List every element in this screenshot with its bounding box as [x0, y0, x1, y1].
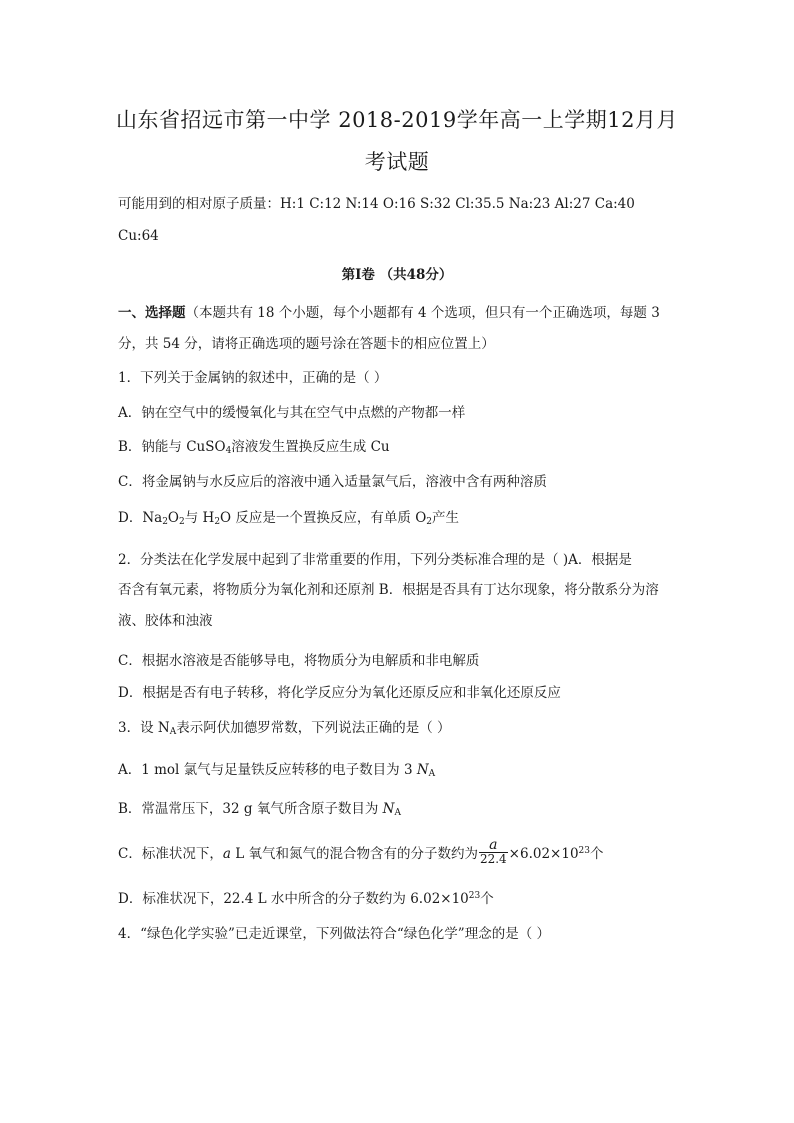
q3-c-text-2: L 氧气和氮气的混合物含有的分子数约为 [230, 846, 478, 862]
q1-b-text-2: 溶液发生置换反应生成 Cu [231, 439, 390, 455]
question-3-option-d [118, 889, 494, 909]
q3-d-exponent: 23 [468, 891, 481, 901]
question-2-option-d: D．根据是否有电子转移，将化学反应分为氧化还原反应和非氧化还原反应 [118, 685, 561, 701]
q3-c-text: C．标准状况下， [118, 846, 223, 862]
q3-d-text: D．标准状况下，22.4 L 水中所含的分子数约为 6.02×10 [118, 891, 469, 907]
q1-d-text-5: 产生 [432, 510, 459, 526]
q3-c-text-3: 个 [590, 846, 604, 862]
question-3-stem [118, 718, 451, 738]
q3-stem-text-2: 表示阿伏加德罗常数，下列说法正确的是（ ） [176, 720, 451, 736]
q1-b-text: B．钠能与 CuSO [118, 439, 226, 455]
question-1-stem: 1．下列关于金属钠的叙述中，正确的是（ ） [118, 370, 388, 386]
q1-d-text-1: D．Na [118, 510, 163, 526]
q1-d-text-3: 与 H [184, 510, 215, 526]
q1-d-sub-2: 2 [179, 517, 185, 527]
q3-stem-sub: A [169, 727, 177, 737]
fraction-numerator: a [479, 839, 508, 853]
q3-c-fraction [479, 839, 508, 866]
exam-title-line2: 考试题 [364, 150, 430, 174]
question-1-option-c: C．将金属钠与水反应后的溶液中通入适量氯气后，溶液中含有两种溶质 [118, 474, 547, 490]
q1-d-sub-3: 2 [214, 517, 221, 527]
q3-a-sub: A [428, 769, 436, 779]
q3-b-text: B．常温常压下，32 g 氧气所含原子数目为 [118, 801, 383, 817]
q3-b-sub: A [394, 808, 401, 818]
question-2-line1: 2．分类法在化学发展中起到了非常重要的作用，下列分类标准合理的是（ )A．根据是 [118, 552, 632, 568]
part1-label: 一、选择题 [118, 305, 186, 321]
section-header: 第Ⅰ卷 （共48分） [341, 267, 453, 283]
question-3-option-c [118, 837, 604, 868]
question-1-option-b [118, 437, 390, 457]
q3-c-exponent: 23 [578, 846, 590, 856]
q1-b-sub: 4 [225, 446, 232, 456]
question-2-line3: 液、胶体和浊液 [118, 613, 213, 629]
exam-title-line1: 山东省招远市第一中学 2018-2019学年高一上学期12月月 [116, 108, 678, 132]
q3-a-text: A．1 mol 氯气与足量铁反应转移的电子数目为 3 [118, 762, 417, 778]
question-2-line2: 否含有氧元素，将物质分为氧化剂和还原剂 B．根据是否具有丁达尔现象，将分散系分为溶 [118, 582, 659, 598]
q1-d-text-2: O [167, 510, 179, 526]
atomic-mass-line2: Cu:64 [118, 228, 159, 244]
part1-instructions [118, 303, 660, 323]
q3-stem-text: 3．设 N [118, 720, 170, 736]
q3-c-a: a [222, 846, 231, 862]
question-3-option-a [118, 760, 435, 780]
atomic-mass-line1: 可能用到的相对原子质量：H:1 C:12 N:14 O:16 S:32 Cl:35.5 Na:23 Al:27 Ca:40 [118, 196, 635, 212]
q1-d-sub-4: 2 [426, 517, 432, 527]
question-1-option-a: A．钠在空气中的缓慢氧化与其在空气中点燃的产物都一样 [118, 405, 466, 421]
question-2-option-c: C．根据水溶液是否能够导电，将物质分为电解质和非电解质 [118, 653, 480, 669]
q3-b-n: N [382, 801, 395, 817]
part1-instructions-line2: 分，共 54 分，请将正确选项的题号涂在答题卡的相应位置上） [118, 336, 495, 352]
q3-c-times: ×6.02×10 [508, 846, 579, 862]
q3-d-text-2: 个 [480, 891, 494, 907]
fraction-denominator: 22.4 [479, 852, 507, 866]
question-4-stem: 4．“绿色化学实验”已走近课堂，下列做法符合“绿色化学”理念的是（ ） [118, 926, 550, 942]
part1-instructions-text: （本题共有 18 个小题，每个小题都有 4 个选项，但只有一个正确选项，每题 3 [185, 305, 660, 321]
q1-d-sub-1: 2 [162, 517, 168, 527]
q3-a-n: N [416, 762, 429, 778]
question-3-option-b [118, 799, 401, 819]
q1-d-text-4: O 反应是一个置换反应，有单质 O [220, 510, 427, 526]
question-1-option-d [118, 508, 459, 528]
